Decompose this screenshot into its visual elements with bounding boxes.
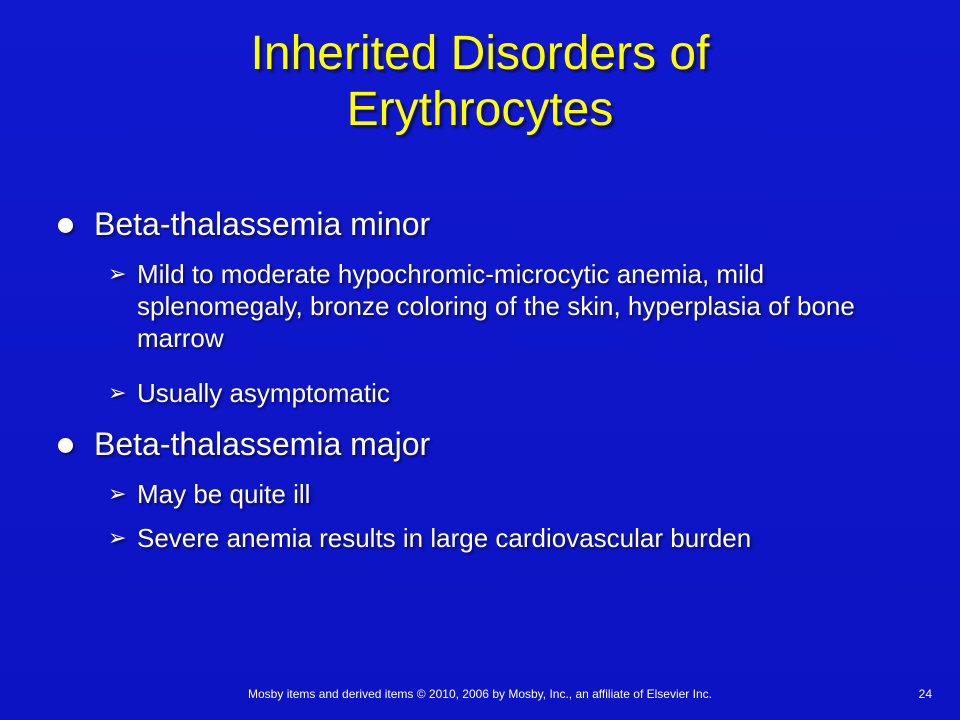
bullet-label: Beta-thalassemia minor <box>94 206 431 242</box>
slide-title <box>60 26 900 138</box>
arrowhead-icon: ➢ <box>108 261 127 286</box>
footer-copyright: Mosby items and derived items © 2010, 2006 by Mosby, Inc., an affiliate of Elsevier Inc. <box>248 687 712 701</box>
title-line-1: Inherited Disorders of <box>250 27 710 80</box>
bullet-label: Beta-thalassemia major <box>94 426 431 462</box>
sub-bullet-text: Usually asymptomatic <box>137 378 390 408</box>
title-line-2: Erythrocytes <box>346 83 614 136</box>
arrowhead-icon: ➢ <box>108 481 127 506</box>
sub-bullet-text: Severe anemia results in large cardiovascular burden <box>137 523 752 553</box>
bullet-dot-icon <box>58 438 73 453</box>
arrowhead-icon: ➢ <box>108 525 127 550</box>
arrowhead-icon: ➢ <box>108 380 127 405</box>
bullet-dot-icon <box>58 218 73 233</box>
page-number: 24 <box>918 687 932 701</box>
sub-bullet-text: May be quite ill <box>137 479 311 509</box>
sub-bullet-text: Mild to moderate hypochromic-microcytic anemia, mild splenomegaly, bronze coloring of the skin, hyperplasia of bone marrow <box>137 259 855 353</box>
